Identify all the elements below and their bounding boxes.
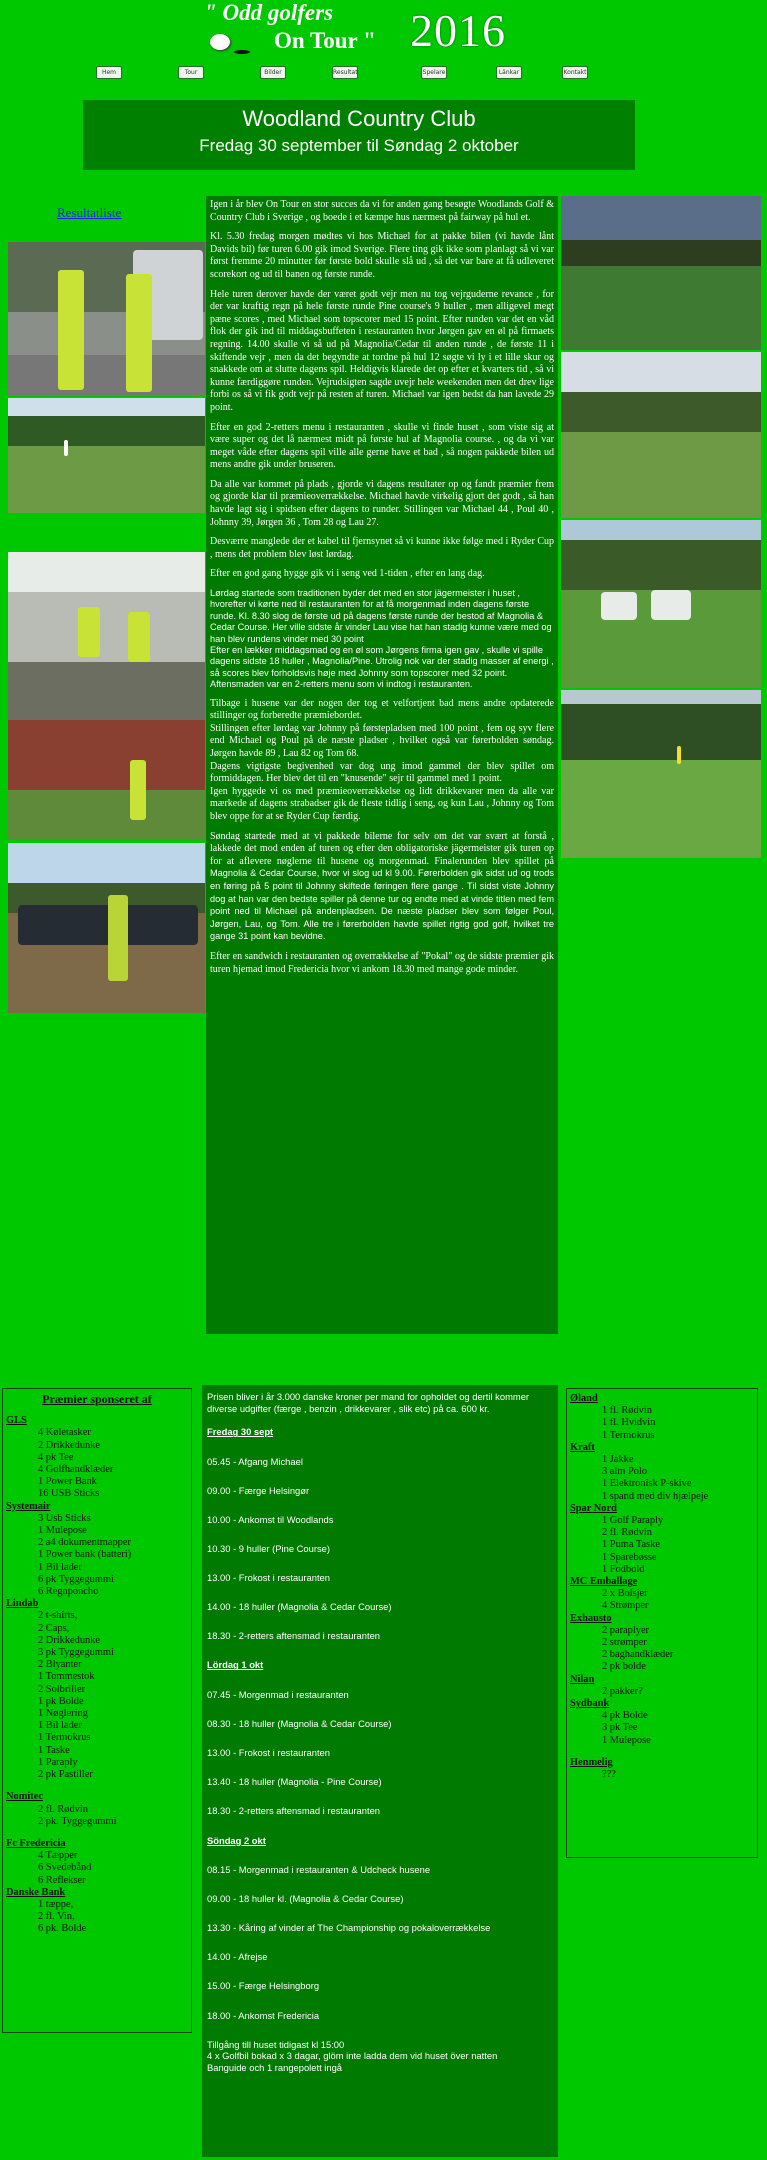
schedule-event: 18.30 - 2-retters aftensmad i restauranten (207, 1630, 381, 1642)
prize-item: 2 pk. Tyggegummi (38, 1815, 117, 1827)
photo-trophy (8, 242, 205, 395)
photo-ground (8, 355, 205, 395)
site-logo (196, 0, 426, 62)
article-paragraph: Efter en god gang hygge gik vi i seng ved 1-tiden , efter en lang dag. (210, 568, 485, 580)
article-paragraph: Tilbage i husene var der nogen der tog et velfortjent bad mens andre opdaterede stillinger og forberedte præmiebordet. Stillingen efter lørdag var Johnny på førstepladsen med 100 point , fem og syv flere end Michael og Poul på de næste pladser , hvilket også var førerbolden søndag. Jørgen havde 89 , Lau 82 og Tom 68. Dagens vigtigste begivenhed var dog ung imod gammel der blev spillet om formiddagen. Her blev det til en "knusende" sejr til gammel med 1 point. Igen hyggede vi os med præmieoverrækkelse og lidt drikkevarer men da alle var mærkede af dagens strabadser gik de fleste tidlig i seng, og kun Lau , Johnny og Tom blev oppe for at se Ryder Cup færdig. (210, 697, 554, 823)
prize-item: 3 pk Tyggegummi (38, 1647, 114, 1659)
prize-item: 1 fl. Rødvin (602, 1405, 652, 1417)
spacer (6, 1828, 188, 1838)
sponsor-list (2, 1388, 192, 2033)
prize-item: 1 Bil lader (38, 1720, 82, 1732)
sponsor-name: Nomitec (6, 1791, 43, 1803)
sponsor-name: Spar Nord (570, 1502, 617, 1514)
golf-ball-icon (210, 34, 230, 50)
prize-item: 4 Strømper (602, 1600, 649, 1612)
prize-item: 4 Golfhandklæder (38, 1464, 114, 1476)
tour-report (206, 196, 558, 1334)
person-figure (126, 274, 152, 392)
schedule-event: 13.40 - 18 huller (Magnolia - Pine Course) (207, 1776, 382, 1788)
prize-item: 3 Usb Sticks (38, 1512, 91, 1524)
price-info: Prisen bliver i år 3.000 danske kroner per mand for opholdet og dertil kommer diverse udgifter (færge , benzin , drikkevarer , slik etc) på ca. 600 kr. (207, 1391, 530, 1414)
schedule-event: 08.30 - 18 huller (Magnolia & Cedar Course) (207, 1718, 392, 1730)
article-text: Søndag startede med at vi pakkede bilerne for selv om det var svært at forstå , lakkede det mod enden af turen og efter den obligatoriske jägermeister gik turen op for at aflevere nøglerne til husene og morgenmad. Finalerunden blev spillet på (210, 830, 554, 867)
sponsor-name: Danske Bank (6, 1886, 66, 1898)
schedule-event: 09.00 - 18 huller kl. (Magnolia & Cedar Course) (207, 1893, 404, 1905)
photo-trees (561, 392, 761, 432)
schedule-day-title: Söndag 2 okt (207, 1834, 266, 1846)
photo-trees (8, 416, 205, 446)
sponsor-name: Kraft (570, 1441, 595, 1453)
photo-trees (561, 704, 761, 760)
prize-item: 1 Paraply (38, 1756, 78, 1768)
prize-item: 1 Power bank (batteri) (38, 1549, 132, 1561)
trip-schedule (202, 1385, 558, 2157)
nav-button[interactable]: Bilder (260, 66, 286, 79)
schedule-event: 05.45 - Afgang Michael (207, 1455, 303, 1467)
nav-button[interactable]: Kontakt (562, 66, 588, 79)
article-paragraph: Efter en sandwich i restauranten og overrækkelse af "Pokal" og de sidste præmier gik turen hjemad imod Fredericia hvor vi ankom 18.30 med mange gode minder. (210, 950, 554, 975)
prize-item: 1 Fodbold (602, 1563, 645, 1575)
prize-item: 2 paraplyer (602, 1624, 650, 1636)
photo-trees (561, 540, 761, 590)
schedule-event: 13.00 - Frokost i restauranten (207, 1572, 330, 1584)
schedule-event: 09.00 - Færge Helsingør (207, 1484, 310, 1496)
year-title: 2016 (410, 5, 506, 56)
article-paragraph: Efter en god 2-retters menu i restauranten , skulle vi finde huset , som viste sig at være super og det lå nærmest midt på første hul af Magnolia course. , og da vi var meget våde efter dagens spil ville alle gerne have et bad , så nogen pakkede bilen ud mens andre gik under bruseren. (210, 421, 554, 471)
prize-item: 4 Tæpper (38, 1850, 78, 1862)
sponsor-list-title: Præmier sponseret af (42, 1392, 152, 1406)
photo-trees (561, 240, 761, 266)
sponsor-name: Systemair (6, 1500, 51, 1512)
prize-item: 1 Nøglering (38, 1708, 88, 1720)
article-paragraph: Kl. 5.30 fredag morgen mødtes vi hos Michael for at pakke bilen (vi havde lånt Davids bil) før turen 6.00 gik imod Sverige. Flere ting gik ikke som planlagt så vi var først fremme 20 minutter før første bold skulle slå ud , så det var bare at få udleveret scorekort og ud til banen og første runde. (210, 231, 554, 280)
photo-course-evening (561, 196, 761, 350)
prize-item: 1 Mulepose (602, 1734, 651, 1746)
article-paragraph: Igen i år blev On Tour en stor succes da vi for anden gang besøgte Woodlands Golf & Country Club i Sverige , og boede i et kæmpe hus nærmest på fairway på hul et. (210, 199, 554, 223)
prize-item: 2 Caps, (38, 1622, 70, 1634)
prize-item: 1 Sparebøsse (602, 1551, 657, 1563)
schedule-event: 14.00 - 18 huller (Magnolia & Cedar Course) (207, 1601, 392, 1613)
prize-item: 1 spand med div hjælpeje (602, 1490, 709, 1502)
flag-pin (677, 746, 681, 764)
article-paragraph: Lørdag startede som traditionen byder det med en stor jägermeister i huset , hvorefter vi kørte ned til restauranten for at få morgenmad inden dagens første runde. Kl. 8.30 slog de første ud på dagens første runde der bestod af Magnolia & Cedar Course. Her ville sidste år vinder Lau vise hat han stadig kunne være med og han blev rundens vinder med 30 point Efter en lækker middagsmad og en øl som Jørgens firma igen gav , skulle vi spille dagens sidste 18 huller , Magnolia/Pine. Utrolig nok var der stadig masser af energi , så scores blev forholdsvis høje med Johnny som topscorer med 32 point. Aftensmaden var en 2-retters menu som vi indtog i restauranten. (210, 588, 554, 690)
person-figure (108, 895, 128, 981)
results-link[interactable]: Resultatliste (57, 205, 122, 220)
schedule-note: Tillgång till huset tidigast kl 15:00 (207, 2038, 345, 2050)
prize-item: 2 fl. Rødvin (38, 1803, 88, 1815)
sponsor-name: Henmelig (570, 1756, 613, 1768)
person-figure (128, 612, 150, 662)
photo-tables (8, 662, 205, 722)
schedule-event: 18.30 - 2-retters aftensmad i restauranten (207, 1805, 381, 1817)
prize-item: 2 Solbriller (38, 1683, 86, 1695)
prize-item: 1 Jakke (602, 1454, 634, 1466)
schedule-event: 13.30 - Kåring af vinder af The Championship og pokaloverrækkelse (207, 1922, 491, 1934)
prize-item: 1 Puma Taske (602, 1539, 660, 1551)
prize-item: 2 Blyanter (38, 1659, 82, 1671)
sponsor-name: Sydbank (570, 1698, 610, 1710)
prize-item: 1 Tommestok (38, 1671, 95, 1683)
nav-button[interactable]: Resultat (332, 66, 358, 79)
prize-item: 1 Bil lader (38, 1561, 82, 1573)
schedule-event: 13.00 - Frokost i restauranten (207, 1747, 330, 1759)
prize-item: 2 pk bolde (602, 1661, 646, 1673)
prize-item: 2 a4 dokumentmapper (38, 1537, 131, 1549)
sponsor-group-container (570, 1393, 754, 1781)
schedule-day-title: Fredag 30 sept (207, 1426, 274, 1438)
photo-fairway (561, 352, 761, 518)
photo-green (8, 398, 205, 513)
flag-pin (64, 440, 68, 456)
sponsor-name: GLS (6, 1415, 27, 1427)
prize-item: 1 Termokrus (38, 1732, 91, 1744)
schedule-event: 10.00 - Ankomst til Woodlands (207, 1513, 334, 1525)
prize-item: 2 fl. Vin, (38, 1911, 75, 1923)
person-figure (58, 270, 84, 390)
banner-subtitle: Fredag 30 september til Søndag 2 oktober (199, 136, 519, 155)
photo-clubhouse (8, 720, 205, 840)
nav-button[interactable]: Hem (96, 66, 122, 79)
prize-item: 1 tæppe, (38, 1898, 74, 1910)
schedule-event: 14.00 - Afrejse (207, 1951, 268, 1963)
prize-item: 1 Elektronisk P-skive (602, 1478, 692, 1490)
prize-item: 6 pk Tyggegummi (38, 1573, 114, 1585)
prize-item: 1 Taske (38, 1744, 70, 1756)
prize-item: 1 Power Bank (38, 1476, 97, 1488)
article-paragraph (210, 831, 554, 944)
prize-item: 3 alm Polo (602, 1466, 648, 1478)
schedule-note: 4 x Golfbil bokad x 3 dagar, glöm inte ladda dem vid huset över natten (207, 2050, 498, 2062)
article-text: Magnolia & Cedar Course, hvor vi slog ud kl 9.00. Førerbolden gik sidst ud og trods en føring på 5 point til Johnny skiftede føringen flere gange . Til sidst viste Johnny dog at han var den bedste spiller på denne tur og endte med at vinde titlen med fem point ned til Michael på andenpladsen. De næste pladser blev som følger Poul, Jørgen, Lau, og Tom. Alle tre i førerbolden havde spillet rigtig god golf, hvilket tre gange 31 point kan bevidne. (210, 868, 554, 942)
prize-item: 2 fl. Rødvin (602, 1527, 652, 1539)
photo-flag-green (561, 690, 761, 858)
logo-line-2: On Tour " (274, 28, 376, 53)
sponsor-group-container (6, 1415, 188, 1935)
golf-hole-icon (234, 50, 250, 54)
sponsor-name: Nilan (570, 1673, 595, 1685)
prize-item: 1 Termokrus (602, 1429, 655, 1441)
nav-button[interactable]: Tour (178, 66, 204, 79)
photo-tent-roof (8, 552, 205, 592)
prize-item: 3 pk Tee (602, 1722, 638, 1734)
sponsor-name: Lindab (6, 1598, 39, 1610)
prize-item: 1 Mulepose (38, 1525, 87, 1537)
prize-item: 6 Regnponcho (38, 1586, 99, 1598)
prize-item: 1 fl. Hvidvin (602, 1417, 656, 1429)
person-figure (130, 760, 146, 820)
sponsor-name: Fc Fredericia (6, 1837, 66, 1849)
sponsor-list-right (566, 1388, 758, 1858)
person-figure (78, 607, 100, 657)
nav-bar (96, 66, 596, 82)
banner-title: Woodland Country Club (242, 106, 476, 131)
spacer (6, 1781, 188, 1791)
prize-item: 1 pk Bolde (38, 1695, 84, 1707)
schedule-event: 07.45 - Morgenmad i restauranten (207, 1689, 349, 1701)
photo-golfcarts (8, 843, 205, 1013)
photo-restaurant (8, 552, 205, 722)
article-paragraph: Hele turen derover havde der været godt vejr men nu tog vejrguderne revance , for der var kraftig regn på hele første runde Pine course's 9 huller , men alligevel megt pæne scores , med Michael som topscorer med 15 point. Efter runden var det en våd flok der gik ind til middagsbuffeten i restauranten hvor Jørgen gav en øl på firmaets regning. 14.00 skulle vi så ud på Magnolia/Cedar til anden runde , de første 11 i skiftende vejr , men da det begyndte at tordne på hul 12 søgte vi ly i et lille skur og snakkede om at slutte dagens spil. Heldigvis klarede det op efter et kvarters tid , så vi kunne færdiggøre runden. Vejrudsigten sagde uvejr hele weekenden men det drev lige forbi os så vi fik godt vejr på resten af turen. Michael var igen bedst da han lavede 29 point. (210, 288, 554, 413)
schedule-event: 08.15 - Morgenmad i restauranten & Udcheck husene (207, 1864, 431, 1876)
article-paragraph: Da alle var kommet på plads , gjorde vi dagens resultater op og fandt præmier frem og gjorde klar til præmieoverrækkelse. Michael havde virkelig gjort det godt , så han havde lagt sig i spidsen efter dagens to runder. Stillingen var Michael 44 , Poul 40 , Johnny 39, Jørgen 36 , Tom 28 og Lau 27. (210, 478, 554, 528)
golfcart-shape (651, 590, 691, 620)
logo-line-1: " Odd golfers (204, 0, 334, 25)
golfcart-shape (601, 592, 637, 620)
nav-button[interactable]: Länkar (496, 66, 522, 79)
schedule-day-title: Lördag 1 okt (207, 1659, 264, 1671)
sponsor-name: Øland (570, 1393, 598, 1404)
prize-item: 2 Drikkedunke (38, 1634, 101, 1646)
prize-item: 4 pk Tee (38, 1451, 74, 1463)
photo-lawn (8, 790, 205, 840)
prize-item: 2 t-shirts, (38, 1610, 78, 1622)
prize-item: 2 x Bolsjer (602, 1588, 648, 1600)
prize-item: 16 USB Sticks (38, 1488, 100, 1500)
photo-building (8, 720, 205, 790)
schedule-days (207, 1426, 553, 2021)
prize-item: 2 pk Pastiller (38, 1769, 93, 1781)
prize-item: 2 baghandklæder (602, 1649, 674, 1661)
prize-item: ??? (602, 1769, 616, 1781)
article-paragraph: Desværre manglede der et kabel til fjernsynet så vi kunne ikke følge med i Ryder Cup , mens det problem blev løst lørdag. (210, 536, 554, 560)
prize-item: 6 Svedebånd (38, 1862, 92, 1874)
prize-item: 6 pk. Bolde (38, 1923, 87, 1935)
prize-item: 2 pakker? (602, 1685, 643, 1697)
sponsor-name: Exhausto (570, 1612, 612, 1624)
schedule-event: 15.00 - Færge Helsingborg (207, 1980, 320, 1992)
prize-item: 4 Køletasker (38, 1427, 91, 1439)
event-banner (83, 100, 635, 170)
schedule-event: 18.00 - Ankomst Fredericia (207, 2009, 320, 2021)
nav-button[interactable]: Spelare (421, 66, 447, 79)
prize-item: 2 Drikkedunke (38, 1439, 101, 1451)
spacer (570, 1747, 754, 1757)
photo-carts-field (561, 520, 761, 688)
prize-item: 1 Golf Paraply (602, 1515, 664, 1527)
prize-item: 2 strømper (602, 1637, 647, 1649)
prize-item: 4 pk Bolde (602, 1710, 648, 1722)
schedule-note: Banguide och 1 rangepolett ingå (207, 2061, 343, 2073)
schedule-event: 10.30 - 9 huller (Pine Course) (207, 1543, 330, 1555)
prize-item: 6 Reflekser (38, 1874, 86, 1886)
sponsor-name: MC Emballage (570, 1576, 638, 1588)
